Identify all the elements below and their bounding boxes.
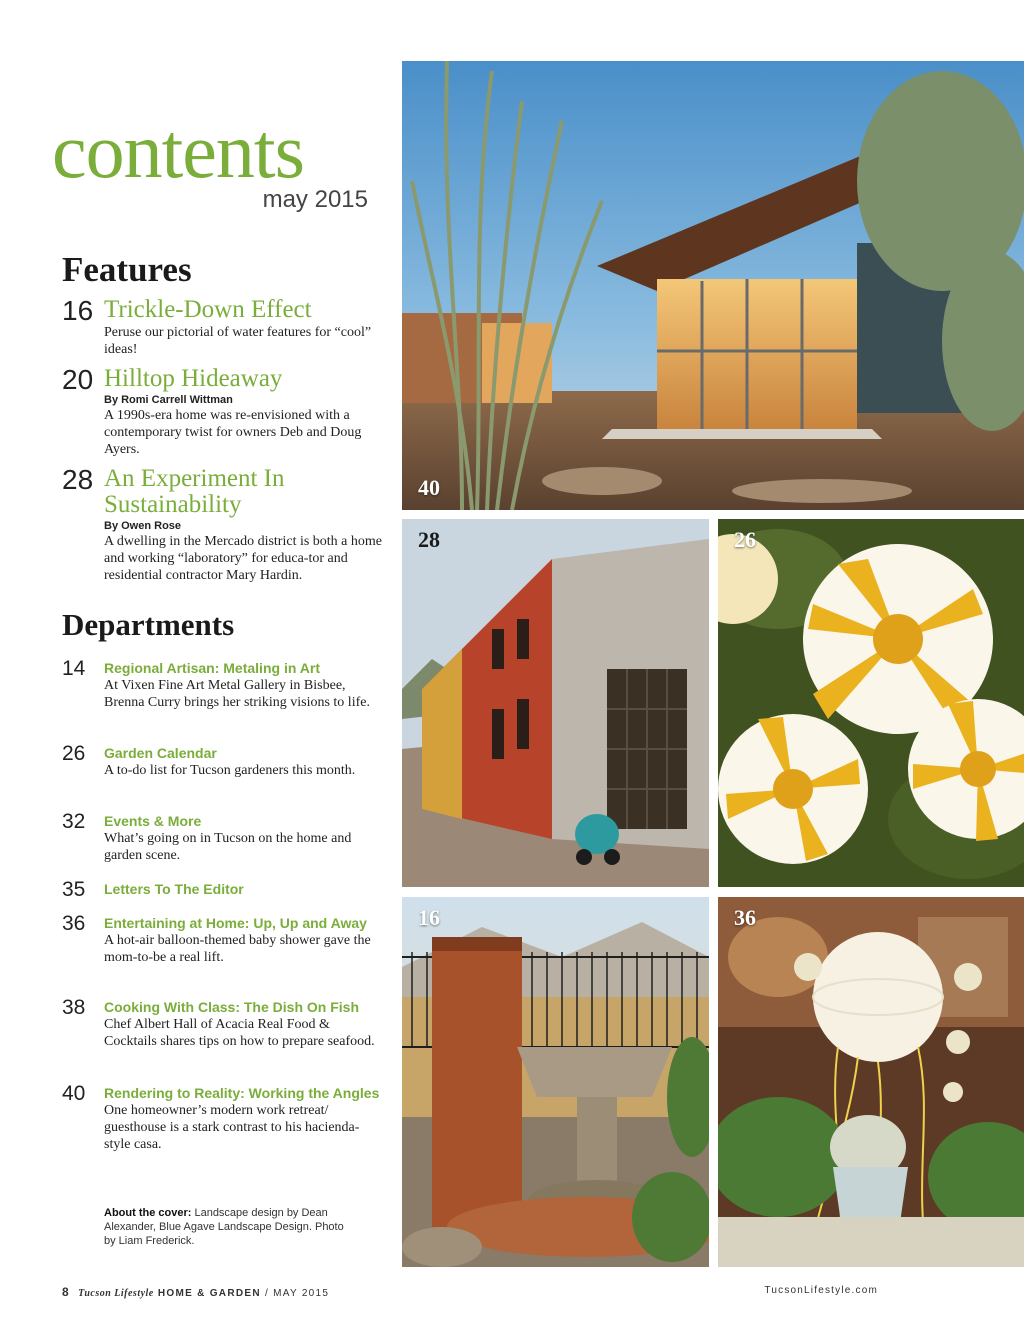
department-item[interactable] [62, 878, 382, 901]
page-title: contents [52, 107, 304, 194]
department-item[interactable] [62, 810, 382, 864]
cover-credit [104, 1206, 344, 1248]
footer-issue: / MAY 2015 [260, 1288, 330, 1299]
department-title[interactable]: Events & More [104, 813, 202, 829]
department-title[interactable]: Entertaining at Home: Up, Up and Away [104, 915, 367, 931]
photo-balloon-centerpiece[interactable] [718, 897, 1024, 1267]
photo-page-number: 16 [418, 905, 440, 930]
photo-fountain-image [402, 897, 709, 1267]
photo-house-dusk-image [402, 61, 1024, 510]
photo-mercado-street-image [402, 519, 709, 887]
photo-petunias-image [718, 519, 1024, 887]
department-title[interactable]: Rendering to Reality: Working the Angles [104, 1085, 380, 1101]
department-title[interactable]: Letters To The Editor [104, 881, 244, 897]
cover-credit-label: About the cover: [104, 1207, 192, 1219]
department-title[interactable]: Cooking With Class: The Dish On Fish [104, 999, 359, 1015]
feature-byline: By Romi Carrell Wittman [104, 394, 233, 406]
footer-page-number: 8 [62, 1285, 70, 1299]
department-item[interactable] [62, 912, 382, 966]
department-item[interactable] [62, 1082, 382, 1153]
department-description: What’s going on in Tucson on the home and garden scene. [104, 831, 352, 863]
footer-website-link[interactable]: TucsonLifestyle.com [764, 1285, 878, 1296]
department-page-number: 38 [62, 996, 86, 1019]
photo-mercado-street[interactable] [402, 519, 709, 887]
photo-page-number: 40 [418, 475, 440, 500]
feature-description: Peruse our pictorial of water features for “cool” ideas! [104, 325, 372, 357]
feature-item[interactable] [62, 297, 382, 358]
department-page-number: 40 [62, 1082, 86, 1105]
feature-title[interactable]: Hilltop Hideaway [104, 365, 283, 392]
department-item[interactable] [62, 657, 382, 711]
feature-page-number: 16 [62, 295, 94, 326]
departments-heading: Departments [62, 607, 235, 642]
feature-page-number: 20 [62, 364, 94, 395]
photo-page-number: 36 [734, 905, 756, 930]
department-description: A hot-air balloon-themed baby shower gave the mom-to-be a real lift. [104, 933, 371, 965]
footer-brand: Tucson Lifestyle [78, 1288, 154, 1299]
department-item[interactable] [62, 996, 382, 1050]
features-heading: Features [62, 250, 192, 289]
department-description: A to-do list for Tucson gardeners this month. [104, 763, 356, 778]
feature-page-number: 28 [62, 464, 94, 495]
photo-fountain[interactable] [402, 897, 709, 1267]
cover-credit-text: Landscape design by Dean Alexander, Blue Agave Landscape Design. Photo by Liam Frederick. [104, 1207, 344, 1247]
feature-item[interactable] [62, 466, 382, 584]
photo-page-number: 26 [734, 527, 756, 552]
department-page-number: 36 [62, 912, 86, 935]
department-description: Chef Albert Hall of Acacia Real Food & Cocktails shares tips on how to prepare seafood. [104, 1017, 375, 1049]
photo-petunias[interactable] [718, 519, 1024, 887]
photo-house-dusk[interactable] [402, 61, 1024, 510]
footer-section: HOME & GARDEN [157, 1288, 261, 1299]
department-item[interactable] [62, 742, 382, 779]
department-page-number: 26 [62, 742, 86, 765]
department-title[interactable]: Regional Artisan: Metaling in Art [104, 660, 320, 676]
department-page-number: 32 [62, 810, 86, 833]
department-page-number: 35 [62, 878, 86, 901]
department-description: At Vixen Fine Art Metal Gallery in Bisbee, Brenna Curry brings her striking visions to life. [104, 678, 370, 710]
feature-description: A dwelling in the Mercado district is both a home and working “laboratory” for educa-tor and residential contractor Mary Hardin. [104, 534, 383, 583]
feature-title[interactable]: An Experiment In Sustainability [104, 465, 285, 518]
photo-page-number: 28 [418, 527, 440, 552]
department-description: One homeowner’s modern work retreat/ guesthouse is a stark contrast to his hacienda-style casa. [104, 1103, 360, 1152]
feature-description: A 1990s-era home was re-envisioned with a contemporary twist for owners Deb and Doug Ayers. [104, 408, 362, 457]
issue-date: may 2015 [262, 186, 368, 213]
page-footer [62, 1285, 329, 1299]
feature-byline: By Owen Rose [104, 520, 182, 532]
department-page-number: 14 [62, 657, 86, 680]
feature-title[interactable]: Trickle-Down Effect [104, 296, 312, 323]
feature-item[interactable] [62, 366, 382, 458]
photo-balloon-centerpiece-image [718, 897, 1024, 1267]
department-title[interactable]: Garden Calendar [104, 745, 217, 761]
